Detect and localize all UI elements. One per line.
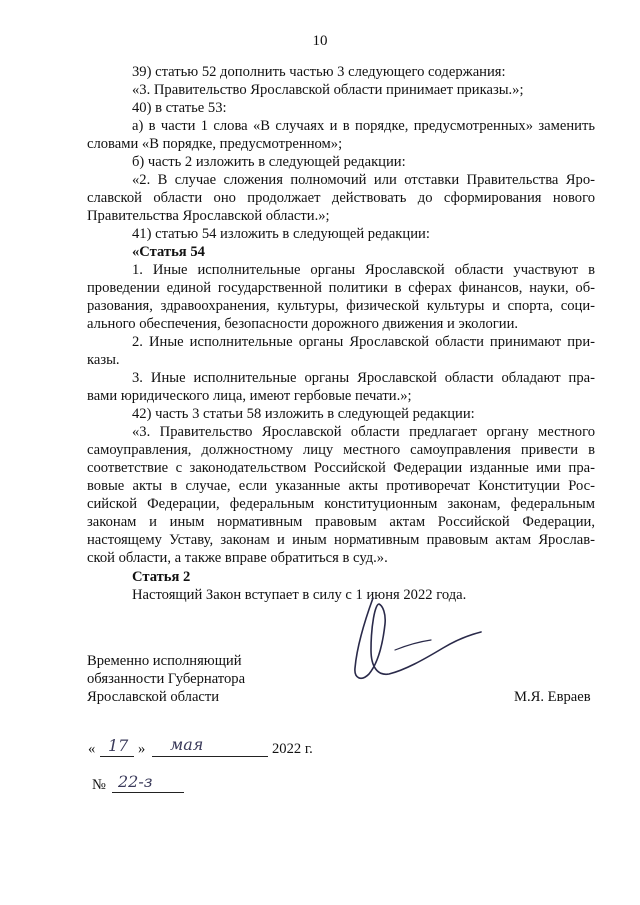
text-line: «3. Правительство Ярославской области принимает приказы.»; bbox=[132, 82, 524, 98]
article-2-heading: Статья 2 bbox=[132, 569, 191, 585]
text-line: 1. Иные исполнительные органы Ярославской области участвуют в bbox=[132, 262, 595, 278]
text-line: 39) статью 52 дополнить частью 3 следующего содержания: bbox=[132, 64, 506, 80]
text-line: вами юридического лица, имеют гербовые печати.»; bbox=[87, 388, 412, 404]
article-heading: «Статья 54 bbox=[132, 244, 205, 260]
text-line: 3. Иные исполнительные органы Ярославской области обладают пра- bbox=[132, 370, 595, 386]
signatory-name: М.Я. Евраев bbox=[514, 689, 591, 705]
text-line: славской области оно продолжает действовать до сформирования нового bbox=[87, 190, 595, 206]
text-line: сийской Федерации, федеральным конституционным законам, федеральным bbox=[87, 496, 595, 512]
date-day-underline bbox=[100, 756, 134, 757]
text-line: разования, здравоохранения, культуры, физической культуры и спорта, соци- bbox=[87, 298, 595, 314]
text-line: а) в части 1 слова «В случаях и в порядке, предусмотренных» заменить bbox=[132, 118, 595, 134]
text-line: б) часть 2 изложить в следующей редакции: bbox=[132, 154, 406, 170]
number-underline bbox=[112, 792, 184, 793]
text-line: ального обеспечения, безопасности дорожного движения и экологии. bbox=[87, 316, 519, 332]
text-line: ской области, а также вправе обратиться в суд.». bbox=[87, 550, 388, 566]
number-value: 22-з bbox=[118, 772, 153, 791]
text-line: «2. В случае сложения полномочий или отставки Правительства Яро- bbox=[132, 172, 595, 188]
text-line: самоуправления, должностному лицу местного самоуправления привести в bbox=[87, 442, 595, 458]
signatory-position: Ярославской области bbox=[87, 689, 220, 705]
article-2-text: Настоящий Закон вступает в силу с 1 июня 2022 года. bbox=[132, 587, 467, 603]
signatory-position: Временно исполняющий bbox=[87, 653, 242, 669]
page-number: 10 bbox=[312, 33, 328, 49]
text-line: 41) статью 54 изложить в следующей редакции: bbox=[132, 226, 430, 242]
text-line: законам и иным нормативным правовым актам Российской Федерации, bbox=[87, 514, 595, 530]
text-line: соответствие с законодательством Российской Федерации изданные ими пра- bbox=[87, 460, 595, 476]
text-line: 42) часть 3 статьи 58 изложить в следующей редакции: bbox=[132, 406, 475, 422]
date-year: 2022 г. bbox=[272, 741, 313, 757]
text-line: 2. Иные исполнительные органы Ярославской области принимают при- bbox=[132, 334, 595, 350]
date-open-quote: « bbox=[88, 741, 96, 757]
text-line: казы. bbox=[87, 352, 120, 368]
date-month: мая bbox=[170, 735, 204, 754]
signatory-position: обязанности Губернатора bbox=[87, 671, 246, 687]
text-line: Правительства Ярославской области.»; bbox=[87, 208, 330, 224]
handwritten-signature bbox=[335, 590, 495, 700]
text-line: проведении единой государственной политики в сферах финансов, науки, об- bbox=[87, 280, 595, 296]
date-month-underline bbox=[152, 756, 268, 757]
text-line: вовые акты в случае, если указанные акты противоречат Конституции Рос- bbox=[87, 478, 595, 494]
date-close-quote: » bbox=[138, 741, 146, 757]
text-line: словами «В порядке, предусмотренном»; bbox=[87, 136, 343, 152]
text-line: 40) в статье 53: bbox=[132, 100, 227, 116]
text-line: «3. Правительство Ярославской области предлагает органу местного bbox=[132, 424, 595, 440]
number-label: № bbox=[92, 777, 106, 793]
text-line: настоящему Уставу, законам и иным нормативным правовым актам Ярослав- bbox=[87, 532, 595, 548]
date-day: 17 bbox=[108, 736, 129, 755]
